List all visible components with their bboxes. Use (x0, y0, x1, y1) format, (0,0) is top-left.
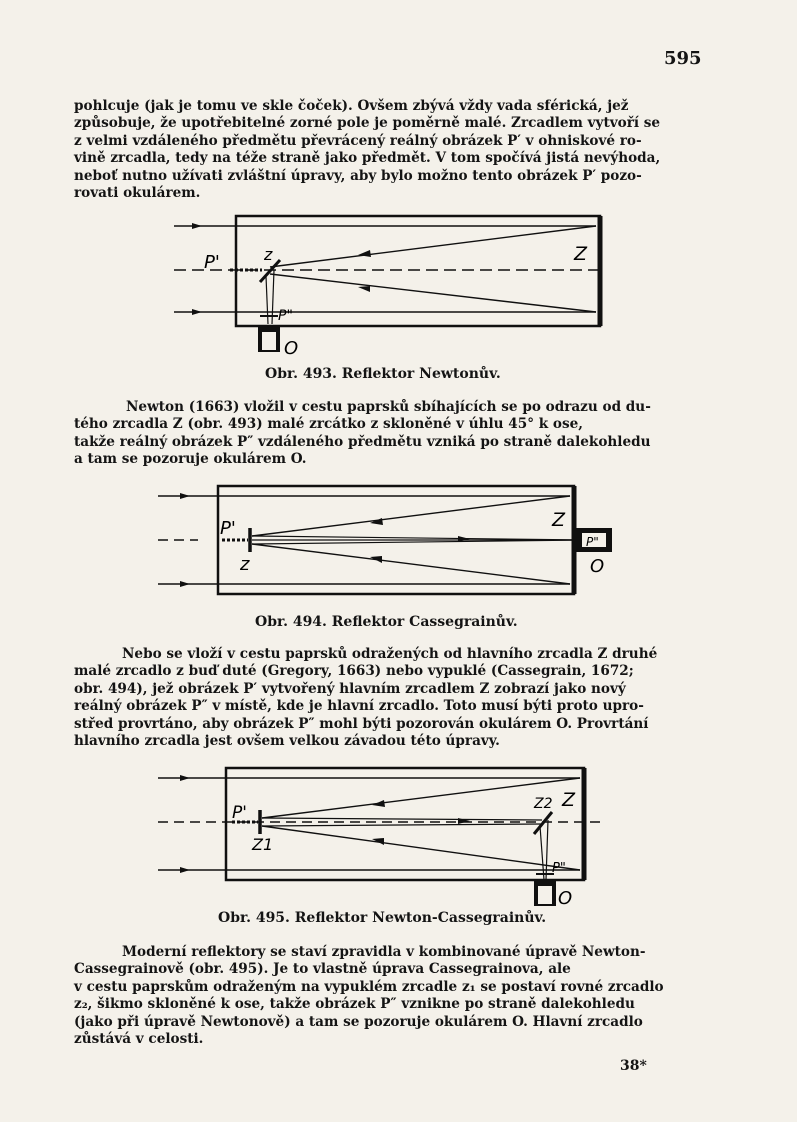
label-p2: P" (586, 535, 599, 549)
paragraph-2 (74, 399, 702, 469)
figure-493-newton-reflector (170, 212, 610, 362)
text-line: a tam se pozoruje okulárem O. (74, 451, 307, 468)
arrow (180, 493, 190, 499)
paragraph-3 (74, 646, 702, 750)
text-line: hlavního zrcadla jest ovšem velkou závadou této úpravy. (74, 733, 500, 750)
eyepiece-window (538, 886, 552, 904)
text-line: z₂, šikmo skloněné k ose, takže obrázek P″ vznikne po straně dalekohledu (74, 996, 635, 1013)
ray-down (546, 820, 548, 880)
label-p2: P" (278, 308, 293, 324)
label-p2: P" (552, 861, 566, 876)
label-z-small: z (264, 245, 273, 264)
reflected-ray (270, 274, 596, 312)
ray-down (540, 826, 544, 880)
text-line: z velmi vzdáleného předmětu převrácený reálný obrázek P′ v ohniskové ro- (74, 132, 642, 149)
reflected-ray (262, 778, 580, 818)
label-p1: P' (232, 803, 247, 823)
page-number: 595 (664, 48, 702, 69)
arrow (180, 775, 190, 781)
text-line: Cassegrainově (obr. 495). Je to vlastně úprava Cassegrainova, ale (74, 961, 571, 978)
text-line: Moderní reflektory se staví zpravidla v kombinované úpravě Newton- (122, 944, 646, 960)
arrow (192, 309, 202, 315)
text-line: obr. 494), jež obrázek P′ vytvořený hlavním zrcadlem Z zobrazí jako nový (74, 680, 626, 697)
text-line: zůstává v celosti. (74, 1031, 204, 1048)
signature-mark: 38* (620, 1058, 647, 1074)
label-z1: Z1 (252, 835, 274, 854)
paragraph-4 (74, 944, 702, 1048)
figure-493-caption: Obr. 493. Reflektor Newtonův. (265, 366, 501, 382)
eyepiece-window (262, 332, 276, 350)
text-line: vině zrcadla, tedy na téže straně jako předmět. V tom spočívá jistá nevýhoda, (74, 150, 661, 167)
text-line: rovati okulárem. (74, 185, 201, 202)
label-o: O (284, 338, 299, 359)
label-z2: Z2 (534, 796, 553, 812)
figure-494-caption: Obr. 494. Reflektor Cassegrainův. (255, 614, 518, 630)
secondary-ray (262, 818, 542, 820)
label-z-big: Z (552, 509, 566, 531)
text-line: střed provrtáno, aby obrázek P″ mohl býti pozorován okulárem O. Provrtání (74, 715, 649, 732)
text-line: Nebo se vloží v cestu paprsků odražených od hlavního zrcadla Z druhé (122, 646, 658, 662)
reflected-ray (252, 496, 570, 536)
text-line: takže reálný obrázek P″ vzdáleného předmětu vzniká po straně dalekohledu (74, 433, 651, 450)
text-line: v cestu paprskům odraženým na vypuklém zrcadle z₁ se postaví rovné zrcadlo (74, 978, 664, 995)
text-line: (jako při úpravě Newtonově) a tam se pozoruje okulárem O. Hlavní zrcadlo (74, 1013, 643, 1030)
figure-495-caption: Obr. 495. Reflektor Newton-Cassegrainův. (218, 910, 547, 926)
figure-495-newton-cassegrain-reflector (158, 764, 618, 910)
reflected-ray (270, 226, 596, 267)
label-o: O (590, 556, 605, 577)
text-line: způsobuje, že upotřebitelné zorné pole je poměrně malé. Zrcadlem vytvoří se (74, 115, 661, 132)
text-line: malé zrcadlo z buď duté (Gregory, 1663) nebo vypuklé (Cassegrain, 1672; (74, 663, 634, 680)
text-line: pohlcuje (jak je tomu ve skle čoček). Ovšem zbývá vždy vada sférická, jež (74, 98, 629, 114)
text-line: Newton (1663) vložil v cestu paprsků sbíhajících se po odrazu od du- (126, 399, 651, 415)
text-line: reálný obrázek P″ v místě, kde je hlavní zrcadlo. Toto musí býti proto upro- (74, 698, 644, 715)
text-line: tého zrcadla Z (obr. 493) malé zrcátko z skloněné v úhlu 45° k ose, (74, 416, 583, 433)
label-p1: P' (220, 518, 236, 539)
arrow (180, 581, 190, 587)
figure-495-diagram (158, 764, 618, 910)
label-p1: P' (204, 252, 220, 273)
label-z-big: Z (574, 243, 588, 265)
arrow (180, 867, 190, 873)
secondary-ray (262, 824, 542, 826)
label-z-small: z (240, 554, 250, 575)
reflected-ray (252, 544, 570, 584)
figure-493-diagram (170, 212, 610, 362)
label-o: O (558, 888, 573, 909)
figure-494-cassegrain-reflector (158, 484, 618, 612)
paragraph-1 (74, 98, 702, 202)
mirror-z2 (534, 812, 552, 834)
figure-494-diagram (158, 484, 618, 612)
reflected-ray (262, 826, 580, 870)
text-line: neboť nutno užívati zvláštní úpravy, aby bylo možno tento obrázek P′ pozo- (74, 167, 642, 184)
label-z-big: Z (562, 789, 576, 811)
arrow (192, 223, 202, 229)
arrow (358, 286, 370, 292)
